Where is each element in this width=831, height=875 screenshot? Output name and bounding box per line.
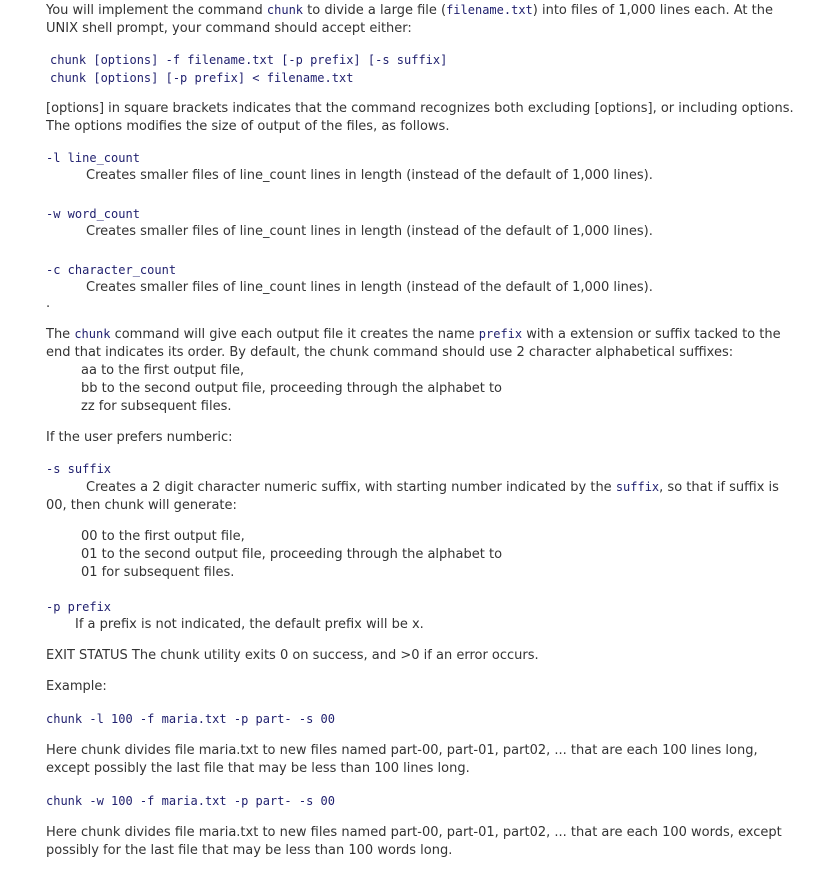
intro-text-c: ) into files of 1,000 lines each. At the <box>532 3 773 18</box>
example-label: Example: <box>46 679 107 694</box>
options-intro-line-1: [options] in square brackets indicates that the command recognizes both excluding [options], or including options. <box>46 101 794 116</box>
option-description: Creates smaller files of line_count lines in length (instead of the default of 1,000 lines). <box>86 224 653 239</box>
list-item: 01 to the second output file, proceeding through the alphabet to <box>81 547 503 562</box>
option-description: Creates smaller files of line_count lines in length (instead of the default of 1,000 lines). <box>86 168 653 183</box>
option-term: -w word_count <box>46 207 140 221</box>
prefix-option-description: If a prefix is not indicated, the default prefix will be x. <box>75 617 424 632</box>
example-explanation-line-1: Here chunk divides file maria.txt to new files named part-00, part-01, part02, ... that are each 100 words, except <box>46 825 782 840</box>
usage-block <box>50 51 825 87</box>
list-item: 01 for subsequent files. <box>81 565 235 580</box>
naming-text-a: The <box>46 327 75 342</box>
suffix-desc-code: suffix <box>615 480 660 494</box>
option-term: -l line_count <box>46 151 140 165</box>
numeric-intro: If the user prefers numberic: <box>46 430 233 445</box>
example-explanation <box>46 824 825 860</box>
intro-filename: filename.txt <box>446 3 533 17</box>
suffix-option-description <box>46 478 825 515</box>
list-item: zz for subsequent files. <box>81 399 232 414</box>
suffix-option-term: -s suffix <box>46 462 112 476</box>
naming-line-2: end that indicates its order. By default, the chunk command should use 2 character alphabetical suffixes: <box>46 345 734 360</box>
option-term: -c character_count <box>46 263 177 277</box>
naming-command: chunk <box>74 327 111 341</box>
list-item: 00 to the first output file, <box>81 529 245 544</box>
intro-command: chunk <box>266 3 304 17</box>
options-intro <box>46 100 825 136</box>
example-explanation-line-2: possibly for the last file that may be less than 100 words long. <box>46 843 453 858</box>
example-explanation <box>46 742 825 778</box>
naming-line-1 <box>46 327 781 342</box>
suffix-desc-text-b: , so that if suffix is <box>659 480 779 495</box>
list-item: bb to the second output file, proceeding through the alphabet to <box>81 381 502 396</box>
example-explanation-line-2: except possibly the last file that may be less than 100 lines long. <box>46 761 470 776</box>
suffix-desc-line-1 <box>86 480 779 495</box>
naming-paragraph <box>46 325 825 362</box>
example-explanation-line-1: Here chunk divides file maria.txt to new files named part-00, part-01, part02, ... that are each 100 lines long, <box>46 743 758 758</box>
example-code: chunk -w 100 -f maria.txt -p part- -s 00 <box>46 794 335 808</box>
alpha-suffix-list <box>81 362 825 416</box>
exit-status: EXIT STATUS The chunk utility exits 0 on success, and >0 if an error occurs. <box>46 648 539 663</box>
usage-line: chunk [options] [-p prefix] < filename.txt <box>50 71 354 85</box>
options-list <box>46 149 825 297</box>
usage-line: chunk [options] -f filename.txt [-p prefix] [-s suffix] <box>50 53 448 67</box>
stray-dot: . <box>46 296 51 311</box>
naming-text-b: command will give each output file it creates the name <box>110 327 479 342</box>
numeric-suffix-list <box>81 528 825 582</box>
options-intro-line-2: The options modifies the size of output of the files, as follows. <box>46 119 450 134</box>
list-item: aa to the first output file, <box>81 363 245 378</box>
suffix-desc-line-2: 00, then chunk will generate: <box>46 498 237 513</box>
suffix-desc-text-a: Creates a 2 digit character numeric suffix, with starting number indicated by the <box>86 480 616 495</box>
intro-paragraph <box>46 1 825 38</box>
naming-text-c: with a extension or suffix tacked to the <box>522 327 781 342</box>
naming-prefix: prefix <box>478 327 523 341</box>
option-description: Creates smaller files of line_count lines in length (instead of the default of 1,000 lines). <box>86 280 653 295</box>
intro-line-2: UNIX shell prompt, your command should accept either: <box>46 21 412 36</box>
intro-text-b: to divide a large file ( <box>303 3 447 18</box>
intro-line-1 <box>46 3 773 18</box>
intro-text-a: You will implement the command <box>46 3 267 18</box>
example-code: chunk -l 100 -f maria.txt -p part- -s 00 <box>46 712 335 726</box>
prefix-option-term: -p prefix <box>46 600 112 614</box>
